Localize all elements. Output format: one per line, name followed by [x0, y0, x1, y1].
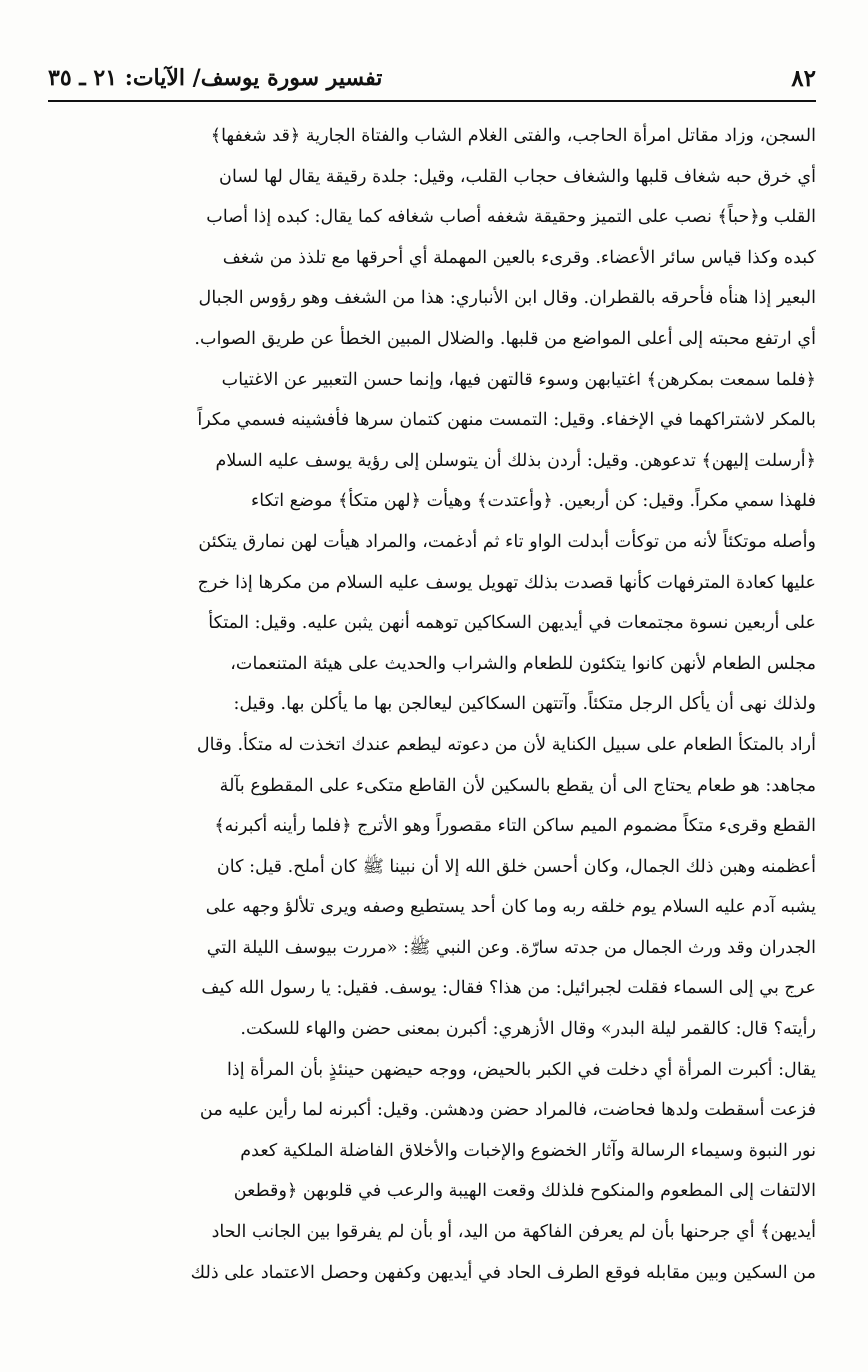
- text-line: ولذلك نهى أن يأكل الرجل متكئاً. وآتتهن السكاكين ليعالجن بها ما يأكلن بها. وقيل:: [233, 694, 816, 715]
- text-line: يقال: أكبرت المرأة أي دخلت في الكبر بالحيض، ووجه حيضهن حينئذٍ بأن المرأة إذا: [227, 1059, 816, 1080]
- text-line: من السكين وبين مقابله فوقع الطرف الحاد في أيديهن وكفهن وحصل الاعتماد على ذلك: [190, 1262, 816, 1283]
- text-line: أيديهن﴾ أي جرحنها بأن لم يعرفن الفاكهة من اليد، أو بأن لم يفرقوا بين الجانب الحاد: [211, 1222, 816, 1243]
- text-line: مجاهد: هو طعام يحتاج الى أن يقطع بالسكين لأن القاطع متكىء على المقطوع بآلة: [219, 775, 816, 796]
- text-line: وأصله موتكئاً لأنه من توكأت أبدلت الواو تاء ثم أدغمت، والمراد هيأت لهن نمارق يتكئن: [198, 531, 816, 552]
- text-line: نور النبوة وسيماء الرسالة وآثار الخضوع والإخبات والأخلاق الفاضلة الملكية كعدم: [240, 1140, 816, 1161]
- running-title: تفسير سورة يوسف/ الآيات: ٢١ ـ ٣٥: [48, 65, 383, 91]
- text-line: السجن، وزاد مقاتل امرأة الحاجب، والفتى الغلام الشاب والفتاة الجارية ﴿قد شغفها﴾: [210, 126, 816, 146]
- text-line: رأيته؟ قال: كالقمر ليلة البدر» وقال الأزهري: أكبرن بمعنى حضن والهاء للسكت.: [240, 1019, 816, 1040]
- text-line: بالمكر لاشتراكهما في الإخفاء. وقيل: التمست منهن كتمان سرها فأفشينه فسمي مكراً: [197, 410, 816, 431]
- text-line: كبده وكذا قياس سائر الأعضاء. وقرىء بالعين المهملة أي أحرقها مع تلذذ من شغف: [222, 247, 816, 268]
- text-line: عرج بي إلى السماء فقلت لجبرائيل: من هذا؟ فقال: يوسف. فقيل: يا رسول الله كيف: [201, 978, 816, 999]
- text-line: عليها كعادة المترفهات كأنها قصدت بذلك تهويل يوسف عليه السلام من مكرها إذا خرج: [197, 572, 816, 593]
- text-line: يشبه آدم عليه السلام يوم خلقه ربه وما كان أحد يستطيع وصفه ويرى تلألؤ وجهه على: [205, 897, 816, 918]
- text-line: أعظمنه وهبن ذلك الجمال، وكان أحسن خلق الله إلا أن نبينا ﷺ كان أملح. قيل: كان: [216, 856, 816, 877]
- text-line: الالتفات إلى المطعوم والمنكوح فلذلك وقعت الهيبة والرعب في قلوبهن ﴿وقطعن: [233, 1181, 816, 1202]
- text-line: ﴿أرسلت إليهن﴾ تدعوهن. وقيل: أردن بذلك أن يتوسلن إلى رؤية يوسف عليه السلام: [215, 450, 816, 471]
- page-header: [48, 58, 816, 98]
- body-text: [48, 116, 816, 1332]
- text-line: على أربعين نسوة مجتمعات في أيديهن السكاكين توهمه أنهن يثبن عليه. وقيل: المتكأ: [208, 613, 816, 634]
- text-line: ﴿فلما سمعت بمكرهن﴾ اغتيابهن وسوء قالتهن فيها، وإنما حسن التعبير عن الاغتياب: [221, 369, 816, 390]
- text-line: الجدران وقد ورث الجمال من جدته سارّة. وعن النبي ﷺ: «مررت بيوسف الليلة التي: [206, 937, 816, 958]
- text-line: أراد بالمتكأ الطعام على سبيل الكناية لأن من دعوته ليطعم عندك اتخذت له متكأ. وقال: [196, 734, 816, 755]
- text-line: القلب و﴿حباً﴾ نصب على التميز وحقيقة شغفه أصاب شغافه كما يقال: كبده إذا أصاب: [206, 207, 816, 228]
- text-line: أي ارتفع محبته إلى أعلى المواضع من قلبها. والضلال المبين الخطأ عن طريق الصواب.: [194, 328, 816, 349]
- text-line: فلهذا سمي مكراً. وقيل: كن أربعين. ﴿وأعتدت﴾ وهيأت ﴿لهن متكأ﴾ موضع اتكاء: [250, 491, 816, 512]
- header-rule: [48, 100, 816, 102]
- page-number: ٨٢: [791, 64, 816, 92]
- text-line: فزعت أسقطت ولدها فحاضت، فالمراد حضن ودهشن. وقيل: أكبرنه لما رأين عليه من: [199, 1100, 816, 1121]
- text-line: أي خرق حبه شغاف قلبها والشغاف حجاب القلب، وقيل: جلدة رقيقة يقال لها لسان: [219, 166, 816, 187]
- text-line: مجلس الطعام لأنهن كانوا يتكئون للطعام والشراب والحديث على هيئة المتنعمات،: [230, 653, 816, 674]
- text-line: البعير إذا هنأه فأحرقه بالقطران. وقال ابن الأنباري: هذا من الشغف وهو رؤوس الجبال: [198, 288, 816, 309]
- text-line: القطع وقرىء متكاً مضموم الميم ساكن التاء مقصوراً وهو الأترج ﴿فلما رأينه أكبرنه﴾: [214, 816, 816, 837]
